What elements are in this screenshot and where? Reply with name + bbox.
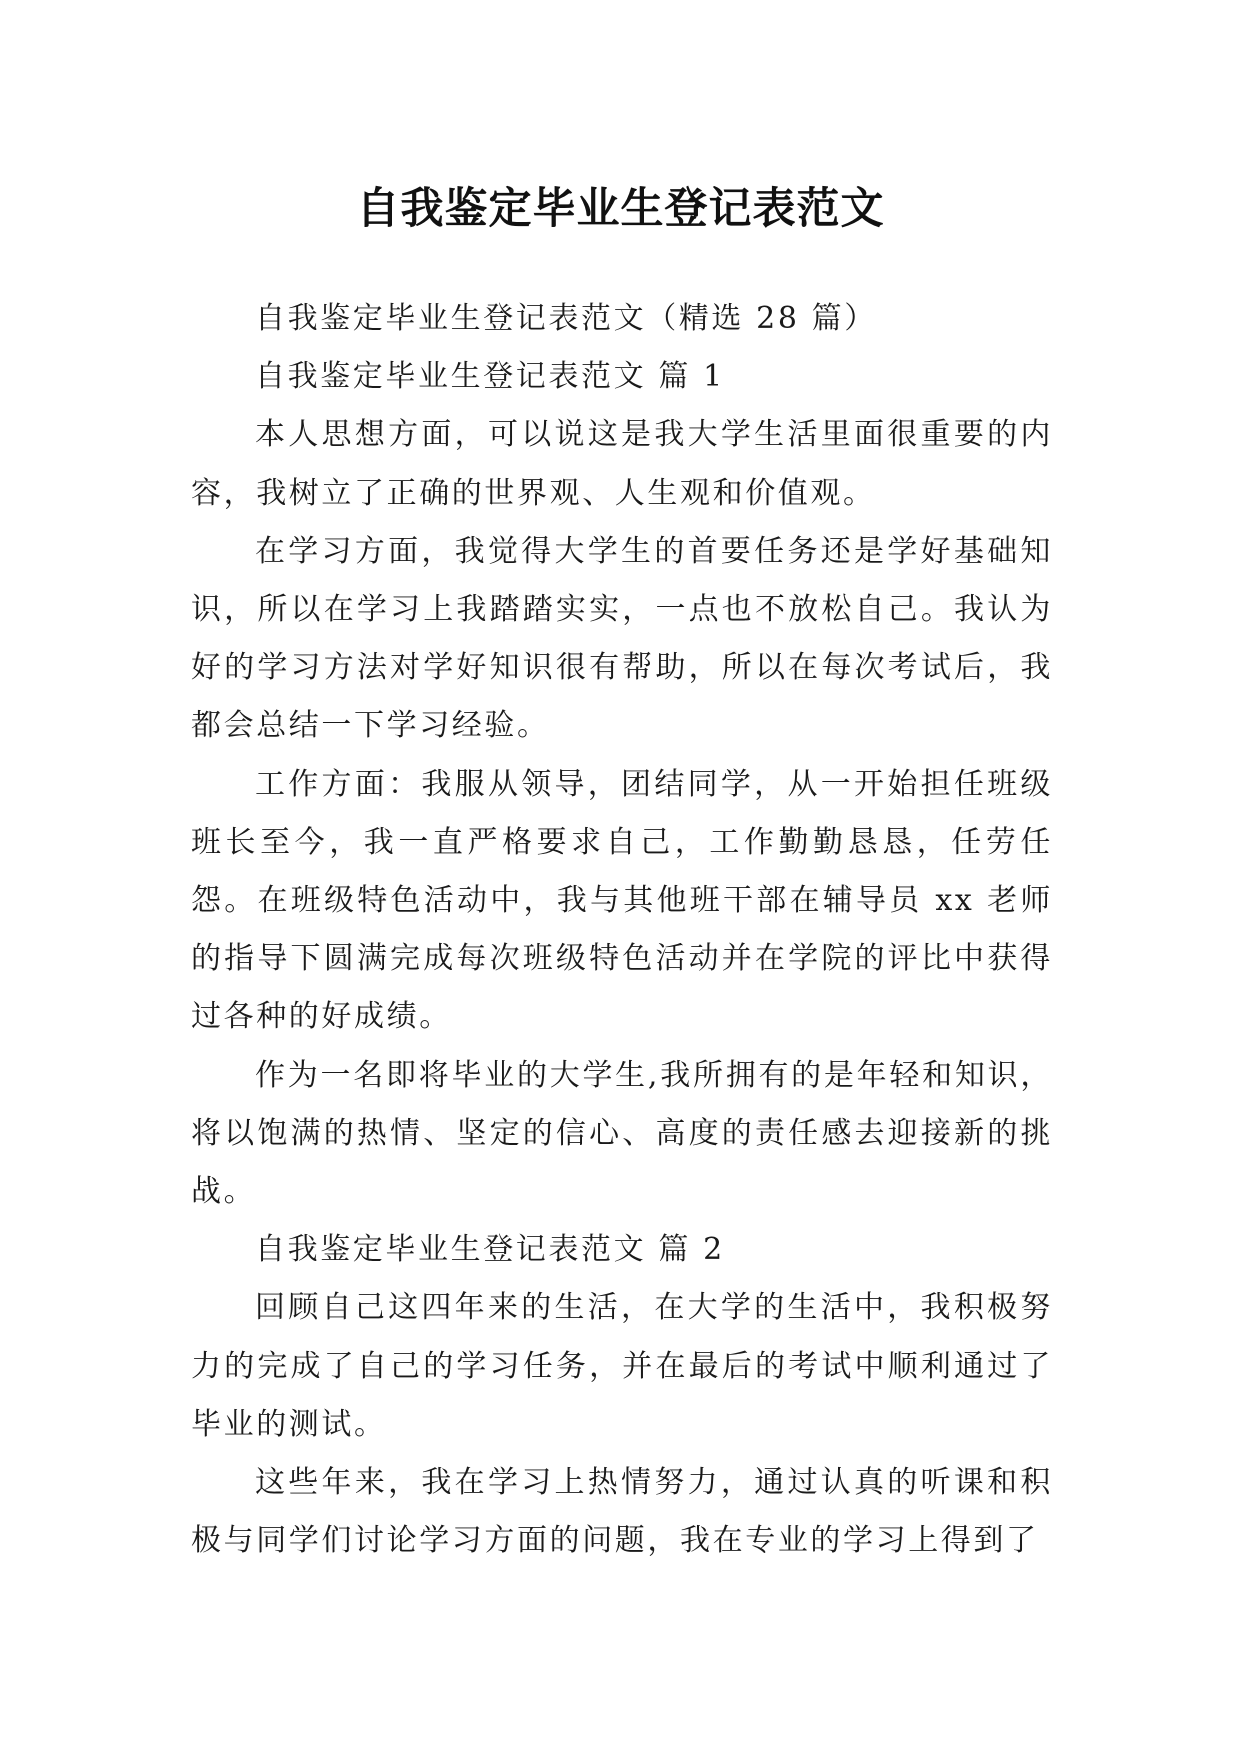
subtitle-paragraph: 自我鉴定毕业生登记表范文（精选 28 篇）: [255, 301, 877, 336]
document-body: [191, 290, 1053, 1570]
paragraph-thought: 本人思想方面，可以说这是我大学生活里面很重要的内容，我树立了正确的世界观、人生观和价值观。: [191, 417, 1053, 511]
paragraph-study: 在学习方面，我觉得大学生的首要任务还是学好基础知识，所以在学习上我踏踏实实，一点也不放松自己。我认为好的学习方法对学好知识很有帮助，所以在每次考试后，我都会总结一下学习经验。: [191, 533, 1053, 744]
paragraph-years: 这些年来，我在学习上热情努力，通过认真的听课和积极与同学们讨论学习方面的问题，我在专业的学习上得到了: [191, 1465, 1053, 1559]
paragraph-graduate: 作为一名即将毕业的大学生,我所拥有的是年轻和知识，将以饱满的热情、坚定的信心、高度的责任感去迎接新的挑战。: [191, 1057, 1053, 1210]
section-heading-2: 自我鉴定毕业生登记表范文 篇 2: [255, 1232, 725, 1268]
document-title: 自我鉴定毕业生登记表范文: [356, 183, 885, 234]
paragraph-work: 工作方面：我服从领导，团结同学，从一开始担任班级班长至今，我一直严格要求自己，工作勤勤恳恳，任劳任怨。在班级特色活动中，我与其他班干部在辅导员 xx 老师的指导下圆满完成每次班级特色活动并在学院的评比中获得过各种的好成绩。: [191, 766, 1053, 1035]
paragraph-review: 回顾自己这四年来的生活，在大学的生活中，我积极努力的完成了自己的学习任务，并在最后的考试中顺利通过了毕业的测试。: [191, 1290, 1053, 1442]
section-heading-1: 自我鉴定毕业生登记表范文 篇 1: [255, 359, 725, 395]
